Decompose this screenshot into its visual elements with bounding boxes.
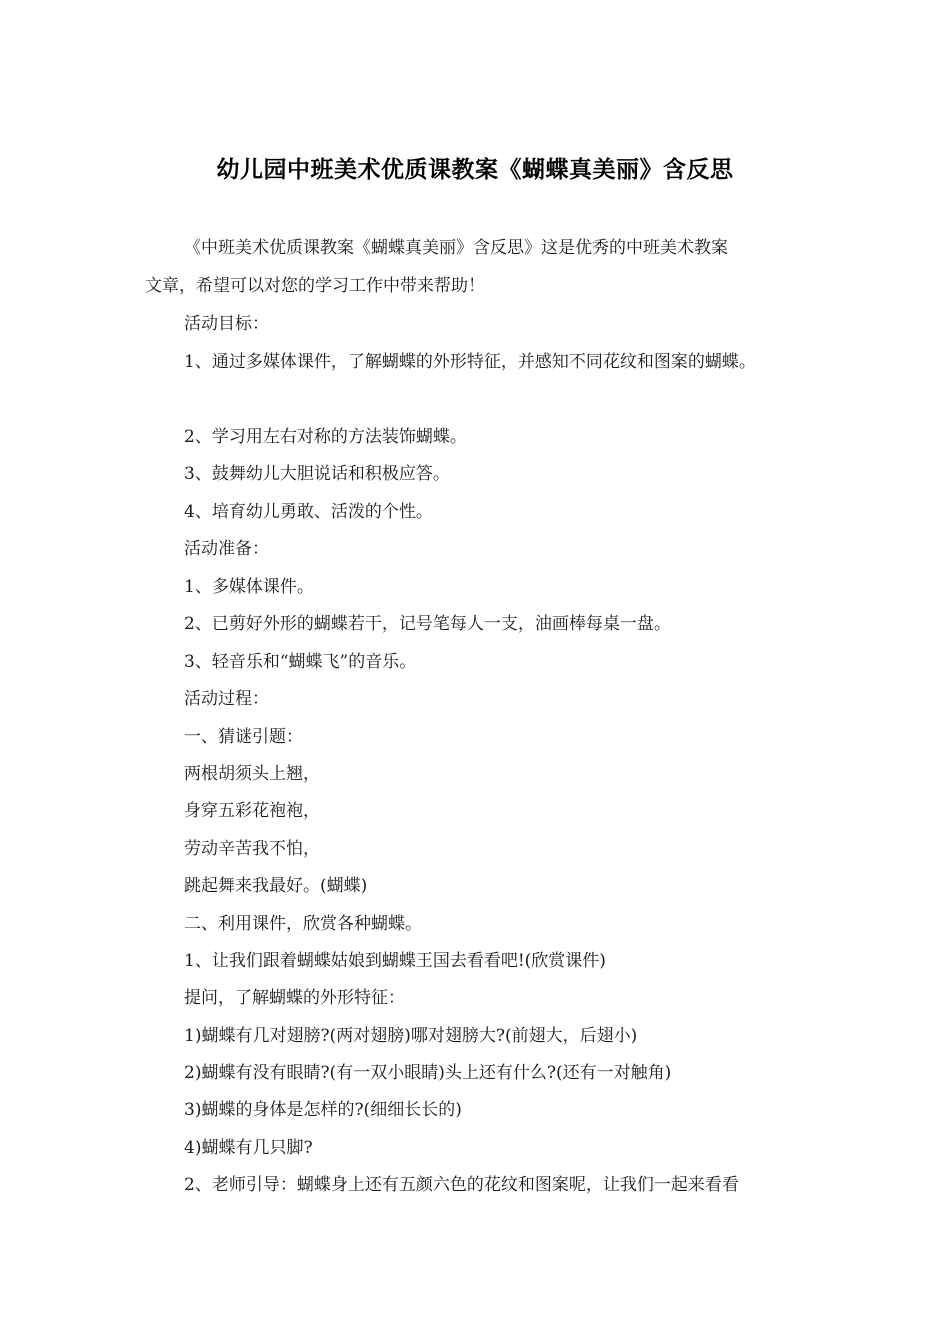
goal-item-4: 4、培育幼儿勇敢、活泼的个性。 <box>184 502 433 522</box>
riddle-line-1: 两根胡须头上翘， <box>184 764 320 784</box>
step-2: 2、老师引导：蝴蝶身上还有五颜六色的花纹和图案呢，让我们一起来看看 <box>184 1175 739 1195</box>
riddle-line-3: 劳动辛苦我不怕， <box>184 839 320 859</box>
question-4: 4)蝴蝶有几只脚? <box>184 1138 313 1158</box>
riddle-line-2: 身穿五彩花袍袍， <box>184 801 320 821</box>
goals-heading: 活动目标： <box>184 314 269 334</box>
prep-item-3: 3、轻音乐和“蝴蝶飞”的音乐。 <box>184 652 417 672</box>
process-heading: 活动过程： <box>184 689 269 709</box>
prep-heading: 活动准备： <box>184 539 269 559</box>
part2-heading: 二、利用课件，欣赏各种蝴蝶。 <box>184 914 422 934</box>
document-title: 幼儿园中班美术优质课教案《蝴蝶真美丽》含反思 <box>216 157 734 183</box>
question-1: 1)蝴蝶有几对翅膀?(两对翅膀)哪对翅膀大?(前翅大，后翅小) <box>184 1026 638 1046</box>
riddle-heading: 一、猜谜引题： <box>184 727 303 747</box>
ask-line: 提问，了解蝴蝶的外形特征： <box>184 988 405 1008</box>
prep-item-1: 1、多媒体课件。 <box>184 577 314 597</box>
goal-item-3: 3、鼓舞幼儿大胆说话和积极应答。 <box>184 464 450 484</box>
goal-item-1: 1、通过多媒体课件，了解蝴蝶的外形特征，并感知不同花纹和图案的蝴蝶。 <box>184 352 756 372</box>
step-1: 1、让我们跟着蝴蝶姑娘到蝴蝶王国去看看吧!(欣赏课件) <box>184 951 606 971</box>
intro-line-2: 文章，希望可以对您的学习工作中带来帮助！ <box>145 276 485 296</box>
question-2: 2)蝴蝶有没有眼睛?(有一双小眼睛)头上还有什么?(还有一对触角) <box>184 1063 672 1083</box>
goal-item-2: 2、学习用左右对称的方法装饰蝴蝶。 <box>184 427 467 447</box>
intro-line-1: 《中班美术优质课教案《蝴蝶真美丽》含反思》这是优秀的中班美术教案 <box>184 238 728 258</box>
prep-item-2: 2、已剪好外形的蝴蝶若干，记号笔每人一支，油画棒每桌一盘。 <box>184 614 671 634</box>
riddle-line-4: 跳起舞来我最好。(蝴蝶) <box>184 876 368 896</box>
question-3: 3)蝴蝶的身体是怎样的?(细细长长的) <box>184 1100 462 1120</box>
